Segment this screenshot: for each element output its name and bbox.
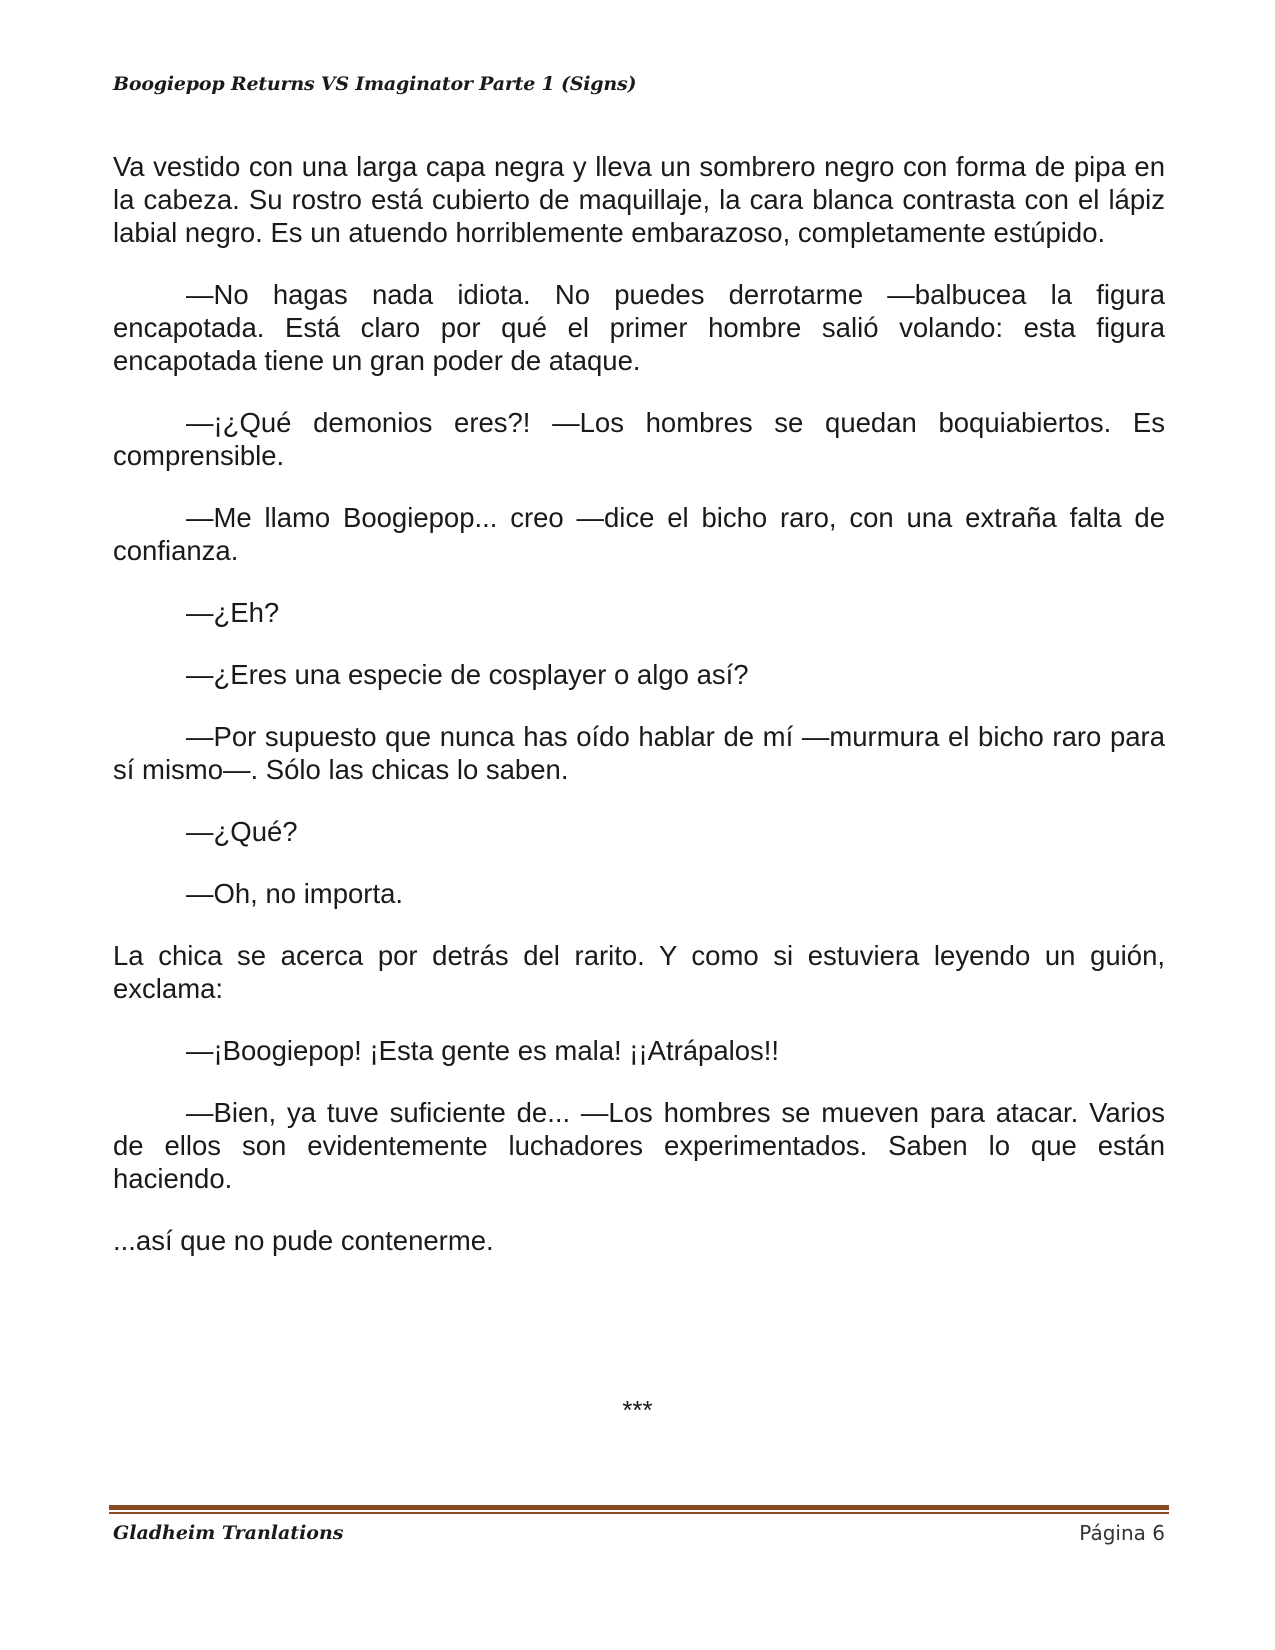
scene-separator: ***	[622, 1395, 653, 1425]
footer-page-number	[1079, 1521, 1165, 1545]
paragraph: La chica se acerca por detrás del rarito. Y como si estuviera leyendo un guión, exclama:	[113, 940, 1165, 1004]
paragraph: —¡Boogiepop! ¡Esta gente es mala! ¡¡Atrápalos!!	[186, 1035, 780, 1066]
paragraph: —¡¿Qué demonios eres?! —Los hombres se quedan boquiabiertos. Es comprensible.	[113, 407, 1165, 471]
document-body	[113, 150, 1165, 1286]
page-label: Página	[1079, 1521, 1146, 1545]
paragraph: —¿Eres una especie de cosplayer o algo así?	[186, 659, 749, 690]
paragraph: ...así que no pude contenerme.	[113, 1225, 494, 1256]
paragraph: —Oh, no importa.	[186, 878, 404, 909]
footer-divider	[109, 1505, 1169, 1510]
paragraph: —¿Qué?	[186, 816, 298, 847]
paragraph: —¿Eh?	[186, 597, 280, 628]
paragraph: —Me llamo Boogiepop... creo —dice el bicho raro, con una extraña falta de confianza.	[113, 502, 1165, 566]
footer-divider-thin	[109, 1512, 1169, 1514]
paragraph: Va vestido con una larga capa negra y lleva un sombrero negro con forma de pipa en la cabeza. Su rostro está cubierto de maquillaje, la cara blanca contrasta con el lápiz labial negro. Es un atuendo horriblemente embarazoso, completamente estúpido.	[113, 151, 1165, 248]
paragraph: —No hagas nada idiota. No puedes derrotarme —balbucea la figura encapotada. Está claro por qué el primer hombre salió volando: esta figura encapotada tiene un gran poder de ataque.	[113, 279, 1165, 376]
paragraph: —Por supuesto que nunca has oído hablar de mí —murmura el bicho raro para sí mismo—. Sólo las chicas lo saben.	[113, 721, 1165, 785]
paragraph: —Bien, ya tuve suficiente de... —Los hombres se mueven para atacar. Varios de ellos son evidentemente luchadores experimentados. Saben lo que están haciendo.	[113, 1097, 1165, 1194]
page-number: 6	[1152, 1521, 1165, 1545]
page-header-title: Boogiepop Returns VS Imaginator Parte 1 (Signs)	[113, 73, 637, 95]
footer-publisher: Gladheim Tranlations	[113, 1522, 344, 1544]
